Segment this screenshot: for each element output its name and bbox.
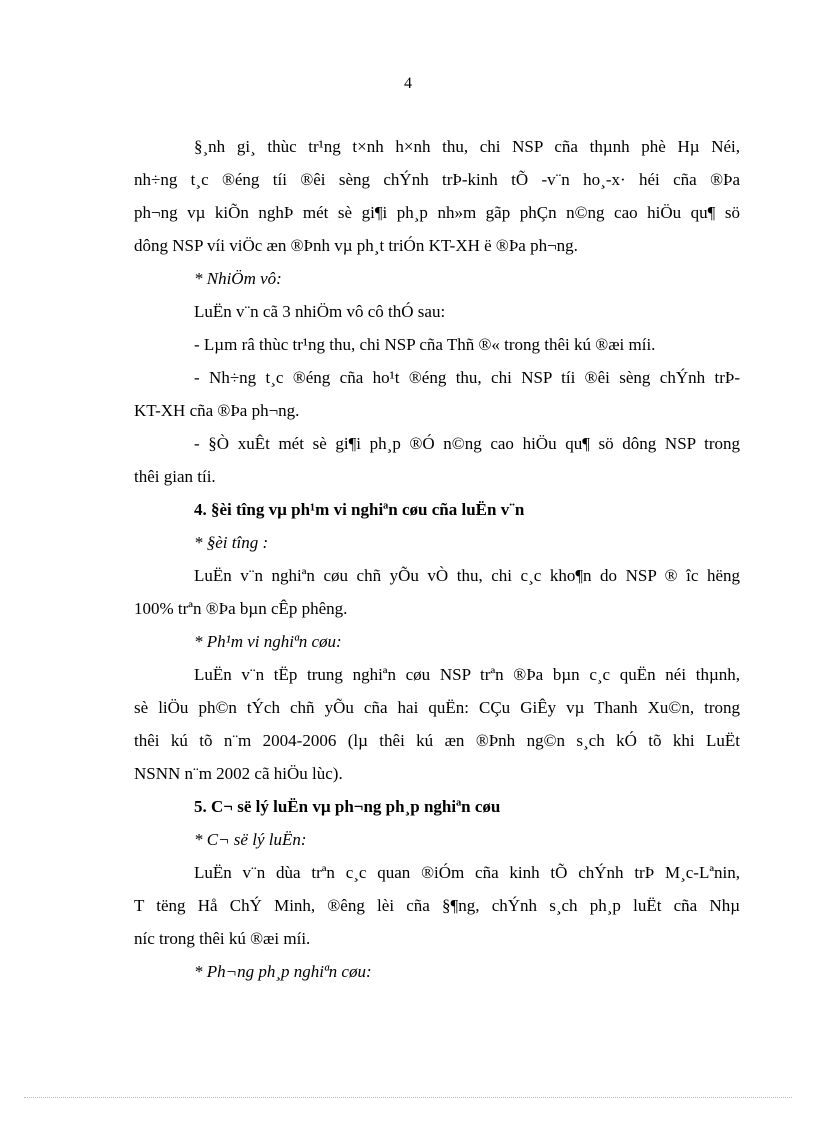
subheading-theory: * C¬ së lý luËn: [194, 830, 307, 849]
list-item-continuation: thêi gian tíi. [134, 467, 216, 486]
paragraph-line: sè liÖu ph©n tÝch chñ yÕu cña hai quËn: CÇu GiÊy vµ Thanh Xu©n, trong [134, 698, 740, 717]
paragraph-line: LuËn v¨n nghiªn cøu chñ yÕu vÒ thu, chi c¸c kho¶n do NSP ® îc hëng [194, 566, 740, 585]
section-heading-4: 4. §èi tîng vµ ph¹m vi nghiªn cøu cña luËn v¨n [194, 500, 525, 519]
subheading-method: * Ph¬ng ph¸p nghiªn cøu: [194, 962, 372, 981]
paragraph-line: 100% trªn ®Þa bµn cÊp phêng. [134, 599, 348, 618]
page-bottom-rule [24, 1097, 792, 1098]
list-item-continuation: KT-XH cña ®Þa ph¬ng. [134, 401, 300, 420]
paragraph-line: ph¬ng vµ kiÕn nghÞ mét sè gi¶i ph¸p nh»m gãp phÇn n©ng cao hiÖu qu¶ sö [134, 203, 740, 222]
paragraph-line: níc trong thêi kú ®æi míi. [134, 929, 311, 948]
paragraph-line: LuËn v¨n tËp trung nghiªn cøu NSP trªn ®Þa bµn c¸c quËn néi thµnh, [194, 665, 740, 684]
paragraph-line: NSNN n¨m 2002 cã hiÖu lùc). [134, 764, 343, 783]
document-body [134, 130, 740, 988]
paragraph-line: nh÷ng t¸c ®éng tíi ®êi sèng chÝnh trÞ-kinh tÕ -v¨n ho¸-x· héi cña ®Þa [134, 170, 740, 189]
list-item: - Lµm râ thùc tr¹ng thu, chi NSP cña Thñ ®« trong thêi kú ®æi míi. [194, 335, 656, 354]
paragraph-line: LuËn v¨n dùa trªn c¸c quan ®iÓm cña kinh tÕ chÝnh trÞ M¸c-Lªnin, [194, 863, 740, 882]
paragraph-line: T tëng Hå ChÝ Minh, ®êng lèi cña §¶ng, chÝnh s¸ch ph¸p luËt cña Nhµ [134, 896, 740, 915]
section-heading-5: 5. C¬ së lý luËn vµ ph¬ng ph¸p nghiªn cøu [194, 797, 501, 816]
subheading-scope: * Ph¹m vi nghiªn cøu: [194, 632, 342, 651]
paragraph-line: dông NSP víi viÖc æn ®Þnh vµ ph¸t triÓn KT-XH ë ®Þa ph¬ng. [134, 236, 578, 255]
page-number: 4 [404, 75, 412, 92]
subheading-object: * §èi tîng : [194, 533, 269, 552]
paragraph-line: thêi kú tõ n¨m 2004-2006 (lµ thêi kú æn ®Þnh ng©n s¸ch kÓ tõ khi LuËt [134, 731, 740, 750]
paragraph-line: LuËn v¨n cã 3 nhiÖm vô cô thÓ sau: [194, 302, 446, 321]
subheading-tasks: * NhiÖm vô: [194, 269, 282, 288]
paragraph-line: §¸nh gi¸ thùc tr¹ng t×nh h×nh thu, chi NSP cña thµnh phè Hµ Néi, [194, 137, 740, 156]
list-item: - Nh÷ng t¸c ®éng cña ho¹t ®éng thu, chi NSP tíi ®êi sèng chÝnh trÞ- [194, 368, 740, 387]
list-item: - §Ò xuÊt mét sè gi¶i ph¸p ®Ó n©ng cao hiÖu qu¶ sö dông NSP trong [194, 434, 740, 453]
